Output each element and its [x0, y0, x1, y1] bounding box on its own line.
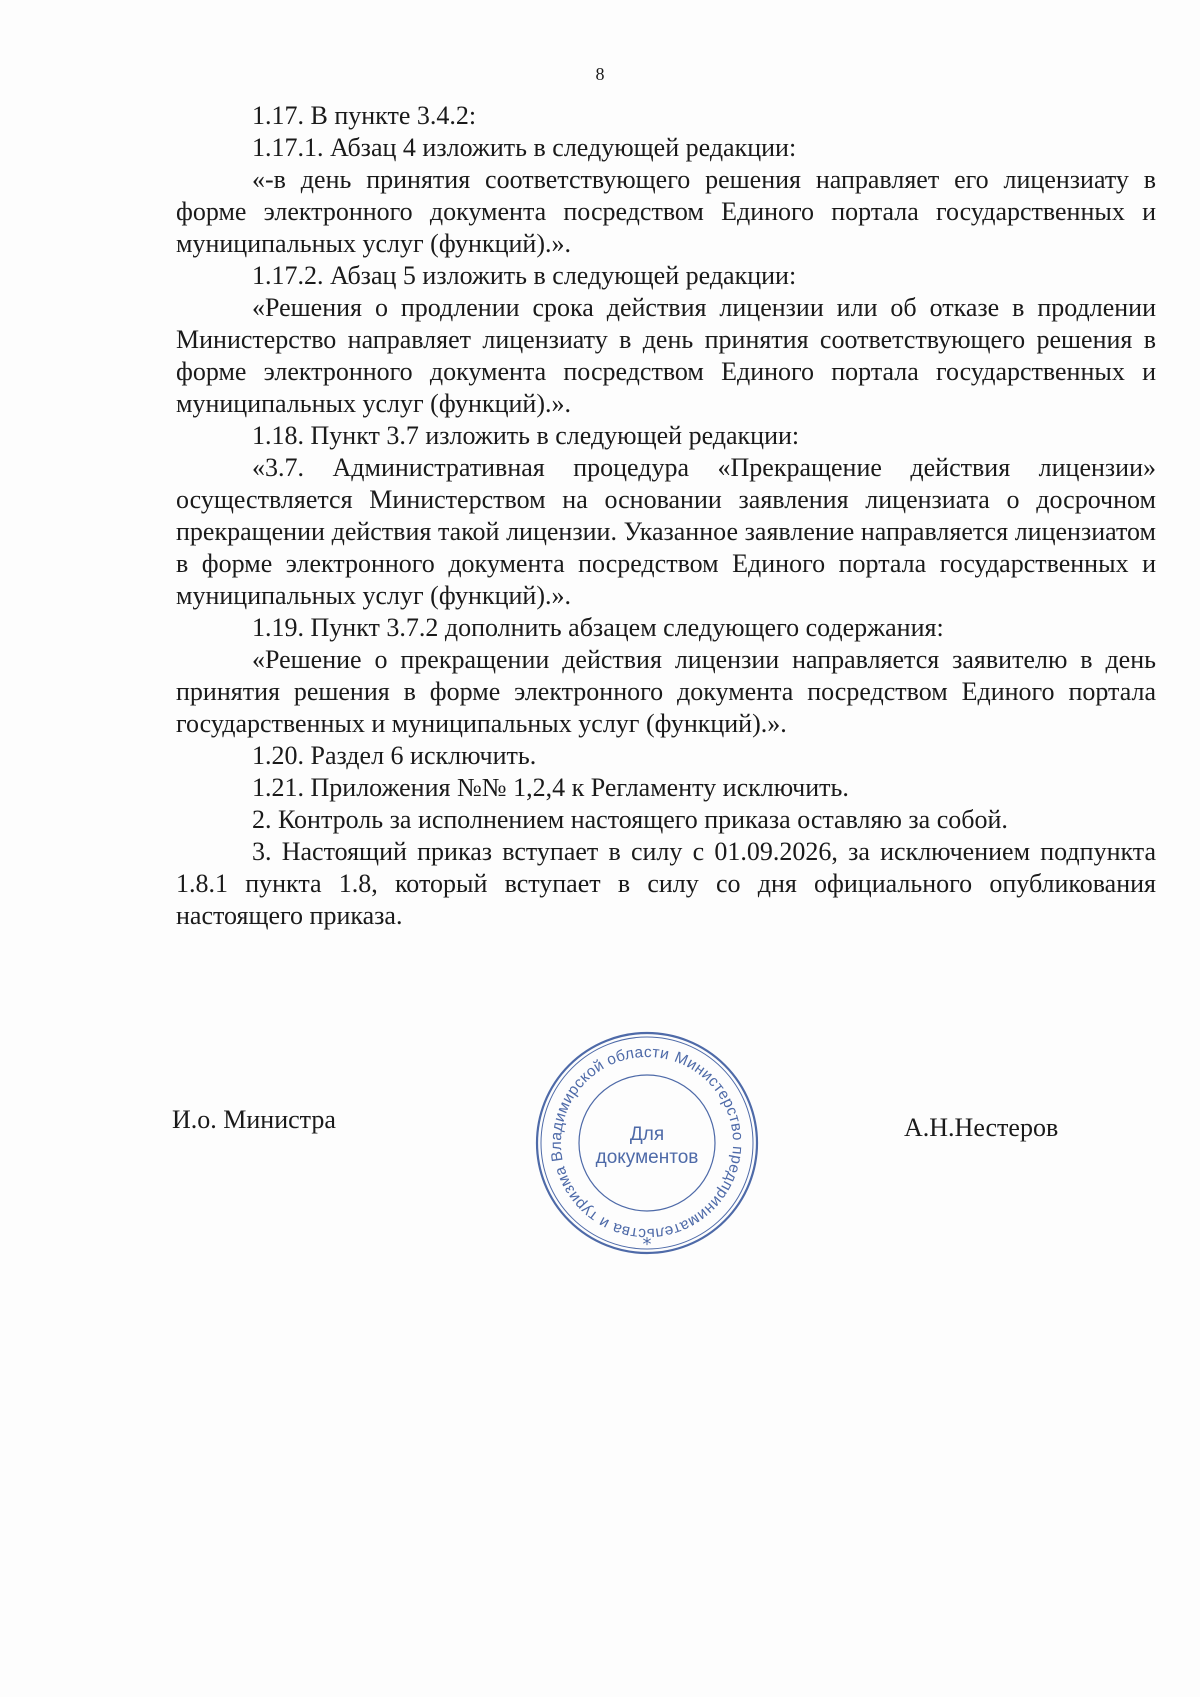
document-body [176, 100, 1156, 932]
paragraph-1-18-quote: «3.7. Административная процедура «Прекращение действия лицензии» осуществляется Министерством на основании заявления лицензиата о досрочном прекращении действия такой лицензии. Указанное заявление направляется лицензиатом в форме электронного документа посредством Единого портала государственных и муниципальных услуг (функций).». [176, 453, 1156, 610]
stamp-ring-text-path: Министерство предпринимательства и туризма Владимирской области [547, 1043, 747, 1243]
paragraph-1-19-quote: «Решение о прекращении действия лицензии направляется заявителю в день принятия решения в форме электронного документа посредством Единого портала государственных и муниципальных услуг (функций).». [176, 645, 1156, 738]
paragraph-1-18: 1.18. Пункт 3.7 изложить в следующей редакции: [252, 421, 800, 450]
paragraph-1-17-2: 1.17.2. Абзац 5 изложить в следующей редакции: [252, 261, 797, 290]
paragraph-1-21: 1.21. Приложения №№ 1,2,4 к Регламенту исключить. [252, 773, 849, 802]
page-number: 8 [595, 64, 605, 84]
stamp-center-line-2: документов [595, 1147, 699, 1168]
signatory-position: И.о. Министра [172, 1105, 336, 1134]
paragraph-1-20: 1.20. Раздел 6 исключить. [252, 741, 537, 770]
signatory-name: А.Н.Нестеров [904, 1113, 1059, 1142]
stamp-graphic [534, 1030, 760, 1256]
paragraph-2: 2. Контроль за исполнением настоящего приказа оставляю за собой. [252, 805, 1008, 834]
stamp-center-line-1: Для [629, 1124, 665, 1145]
paragraph-1-17-2-quote: «Решения о продлении срока действия лицензии или об отказе в продлении Министерство направляет лицензиату в день принятия соответствующего решения в форме электронного документа посредством Единого портала государственных и муниципальных услуг (функций).». [176, 293, 1156, 418]
paragraph-1-19: 1.19. Пункт 3.7.2 дополнить абзацем следующего содержания: [252, 613, 944, 642]
official-stamp [534, 1030, 760, 1256]
paragraph-1-17-1: 1.17.1. Абзац 4 изложить в следующей редакции: [252, 133, 797, 162]
paragraph-1-17-1-quote: «-в день принятия соответствующего решения направляет его лицензиату в форме электронного документа посредством Единого портала государственных и муниципальных услуг (функций).». [176, 165, 1156, 258]
stamp-star-icon: * [642, 1234, 652, 1255]
paragraph-3: 3. Настоящий приказ вступает в силу с 01.09.2026, за исключением подпункта 1.8.1 пункта 1.8, который вступает в силу со дня официального опубликования настоящего приказа. [176, 837, 1156, 930]
paragraph-1-17: 1.17. В пункте 3.4.2: [252, 101, 477, 130]
